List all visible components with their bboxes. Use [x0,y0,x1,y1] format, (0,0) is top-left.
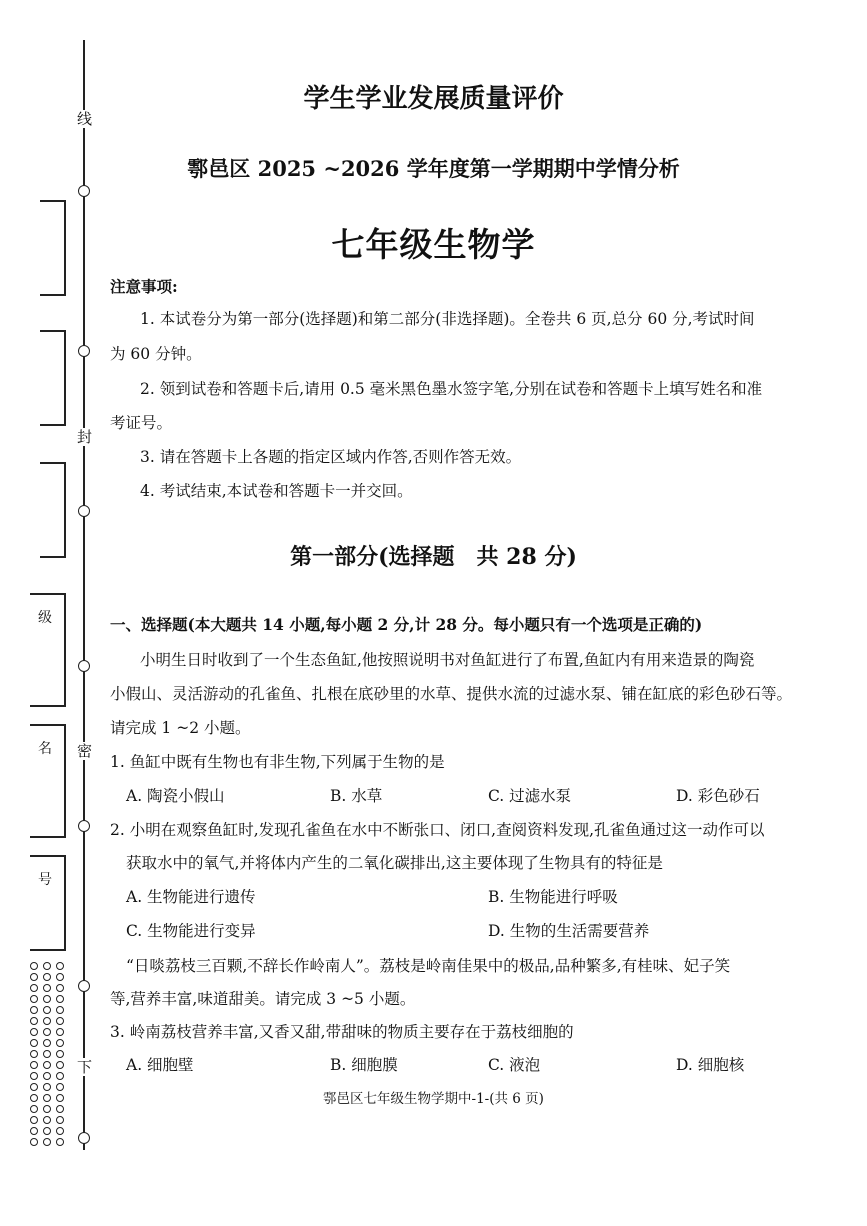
field-label-number: 号 [38,872,52,888]
note-2-line-1: 2. 领到试卷和答题卡后,请用 0.5 毫米黑色墨水签字笔,分别在试卷和答题卡上填写姓名和准 [140,380,763,398]
passage1-line-1: 小明生日时收到了一个生态鱼缸,他按照说明书对鱼缸进行了布置,鱼缸内有用来造景的陶瓷 [140,651,755,669]
decorative-dot [30,1017,38,1025]
binding-hole [78,505,90,517]
q3-stem: 3. 岭南荔枝营养丰富,又香又甜,带甜味的物质主要存在于荔枝细胞的 [110,1023,574,1041]
binding-hole [78,820,90,832]
decorative-dot [30,962,38,970]
decorative-dot [30,1006,38,1014]
decorative-dot [56,1039,64,1047]
q1-stem: 1. 鱼缸中既有生物也有非生物,下列属于生物的是 [110,753,445,771]
q2-option-a: A. 生物能进行遗传 [126,888,256,906]
binding-hole [78,980,90,992]
decorative-dot [43,995,51,1003]
decorative-dot [56,984,64,992]
passage2-line-1: “日啖荔枝三百颗,不辞长作岭南人”。荔枝是岭南佳果中的极品,品种繁多,有桂味、妃子笑 [126,957,731,975]
note-1-line-2: 为 60 分钟。 [110,345,202,363]
decorative-dot [30,1138,38,1146]
q3-option-c: C. 液泡 [488,1056,541,1074]
margin-char-feng: 封 [77,428,93,446]
page-footer: 鄠邑区七年级生物学期中-1-(共 6 页) [323,1091,544,1107]
binding-hole [78,185,90,197]
decorative-dot [43,962,51,970]
decorative-dot [43,1116,51,1124]
binding-hole [78,1132,90,1144]
q2-option-b: B. 生物能进行呼吸 [488,888,618,906]
q2-option-c: C. 生物能进行变异 [126,922,256,940]
decorative-dot [56,1138,64,1146]
q2-stem-line-2: 获取水中的氧气,并将体内产生的二氧化碳排出,这主要体现了生物具有的特征是 [126,854,663,872]
margin-char-xia: 下 [77,1058,93,1076]
binding-hole [78,345,90,357]
binding-hole [78,660,90,672]
q3-option-b: B. 细胞膜 [330,1056,398,1074]
subject-title: 七年级生物学 [331,225,536,264]
decorative-dot [56,973,64,981]
notes-heading: 注意事项: [110,277,178,296]
field-bracket [40,330,66,426]
decorative-dot [43,1039,51,1047]
q2-stem-line-1: 2. 小明在观察鱼缸时,发现孔雀鱼在水中不断张口、闭口,查阅资料发现,孔雀鱼通过这一动作可以 [110,821,765,839]
q1-option-c: C. 过滤水泵 [488,787,572,805]
decorative-dot [43,984,51,992]
q1-option-a: A. 陶瓷小假山 [126,787,225,805]
decorative-dot [43,1061,51,1069]
q1-option-d: D. 彩色砂石 [676,787,760,805]
decorative-dot [30,973,38,981]
q3-option-a: A. 细胞壁 [126,1056,194,1074]
decorative-dot [56,1127,64,1135]
decorative-dot [56,962,64,970]
decorative-dot [56,1028,64,1036]
decorative-dot [30,1127,38,1135]
field-label-class: 级 [38,610,52,626]
answer-dot-pattern [30,962,72,1150]
decorative-dot [43,1028,51,1036]
passage1-line-2: 小假山、灵活游动的孔雀鱼、扎根在底砂里的水草、提供水流的过滤水泵、铺在缸底的彩色砂石等。 [110,685,793,703]
decorative-dot [30,995,38,1003]
decorative-dot [43,1072,51,1080]
decorative-dot [56,1050,64,1058]
passage1-line-3: 请完成 1 ~2 小题。 [110,719,251,737]
q2-option-d: D. 生物的生活需要营养 [488,922,650,940]
decorative-dot [56,1116,64,1124]
decorative-dot [43,1138,51,1146]
decorative-dot [30,1039,38,1047]
note-3: 3. 请在答题卡上各题的指定区域内作答,否则作答无效。 [140,448,522,466]
q1-option-b: B. 水草 [330,787,383,805]
decorative-dot [30,1072,38,1080]
decorative-dot [43,1050,51,1058]
decorative-dot [56,1017,64,1025]
decorative-dot [43,973,51,981]
decorative-dot [30,1028,38,1036]
decorative-dot [56,995,64,1003]
margin-char-mi: 密 [77,742,93,760]
decorative-dot [43,1017,51,1025]
section-heading: 一、选择题(本大题共 14 小题,每小题 2 分,计 28 分。每小题只有一个选项是正确的) [110,615,703,634]
field-label-name: 名 [38,741,52,757]
decorative-dot [43,1006,51,1014]
exam-title: 学生学业发展质量评价 [303,84,564,114]
margin-char-xian: 线 [77,110,93,128]
decorative-dot [30,1116,38,1124]
exam-subtitle: 鄠邑区 2025 ~2026 学年度第一学期期中学情分析 [187,156,680,181]
note-4: 4. 考试结束,本试卷和答题卡一并交回。 [140,482,413,500]
decorative-dot [43,1127,51,1135]
note-1-line-1: 1. 本试卷分为第一部分(选择题)和第二部分(非选择题)。全卷共 6 页,总分 60 分,考试时间 [140,310,755,328]
part1-title: 第一部分(选择题 共 28 分) [290,544,577,570]
decorative-dot [56,1006,64,1014]
decorative-dot [56,1061,64,1069]
passage2-line-2: 等,营养丰富,味道甜美。请完成 3 ~5 小题。 [110,990,416,1008]
note-2-line-2: 考证号。 [110,414,173,432]
decorative-dot [30,1061,38,1069]
q3-option-d: D. 细胞核 [676,1056,745,1074]
decorative-dot [30,1050,38,1058]
decorative-dot [30,984,38,992]
decorative-dot [56,1072,64,1080]
